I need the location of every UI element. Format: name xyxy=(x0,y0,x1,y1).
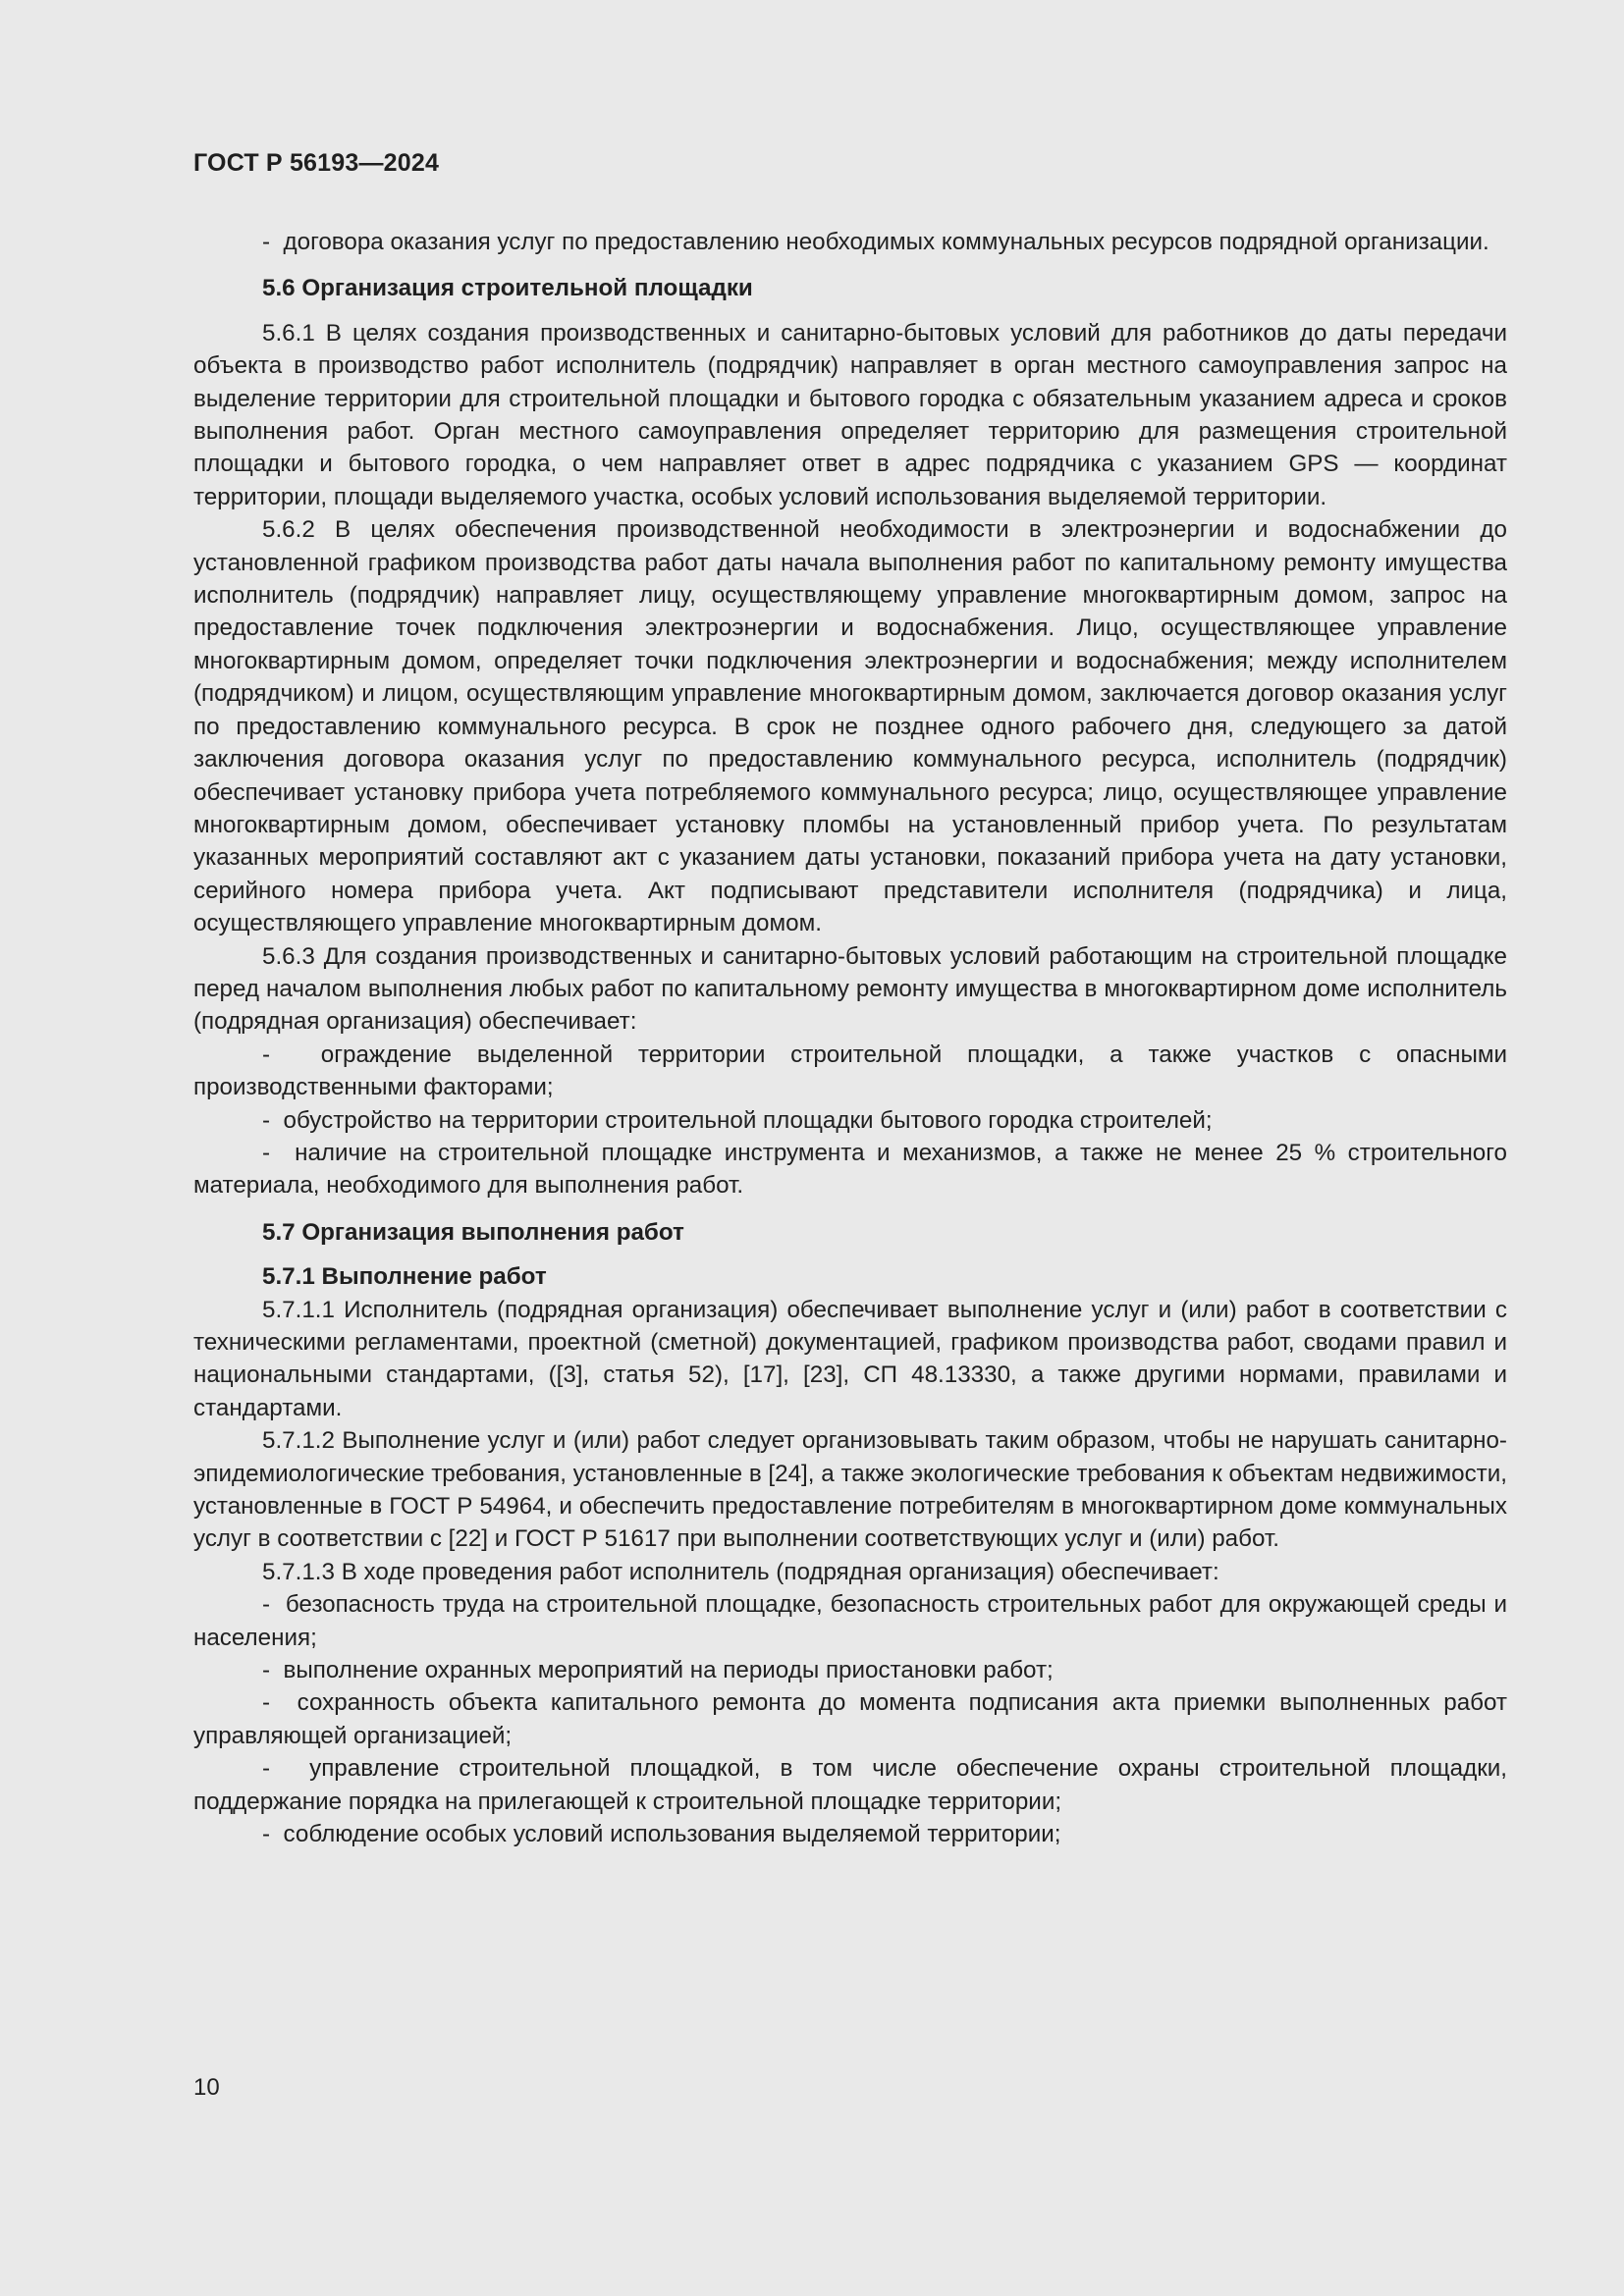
list-item: - выполнение охранных мероприятий на периоды приостановки работ; xyxy=(193,1654,1507,1686)
paragraph-5-6-1: 5.6.1 В целях создания производственных и санитарно-бытовых условий для работников до даты передачи объекта в производство работ исполнитель (подрядчик) направляет в орган местного самоуправления запрос на выделение территории для строительной площадки и бытового городка с обязательным указанием адреса и сроков выполнения работ. Орган местного самоуправления определяет территорию для размещения строительной площадки и бытового городка, о чем направляет ответ в адрес подрядчика с указанием GPS — координат территории, площади выделяемого участка, особых условий использования выделяемой территории. xyxy=(193,319,1507,510)
document-body xyxy=(193,226,1507,1851)
paragraph-5-6-3: 5.6.3 Для создания производственных и санитарно-бытовых условий работающим на строительной площадке перед началом выполнения любых работ по капитальному ремонту имущества в многоквартирном доме исполнитель (подрядная организация) обеспечивает: xyxy=(193,942,1507,1036)
subsection-heading-5-7-1: 5.7.1 Выполнение работ xyxy=(262,1263,547,1291)
paragraph-5-7-1-1: 5.7.1.1 Исполнитель (подрядная организация) обеспечивает выполнение услуг и (или) работ в соответствии с техническими регламентами, проектной (сметной) документацией, графиком производства работ, сводами правил и национальными стандартами, ([3], статья 52), [17], [23], СП 48.13330, а также другими нормами, правилами и стандартами. xyxy=(193,1296,1507,1421)
section-heading-5-7: 5.7 Организация выполнения работ xyxy=(262,1218,684,1246)
list-item: - безопасность труда на строительной площадке, безопасность строительных работ для окружающей среды и населения; xyxy=(193,1588,1507,1654)
paragraph-5-7-1-2: 5.7.1.2 Выполнение услуг и (или) работ следует организовывать таким образом, чтобы не нарушать санитарно-эпидемиологические требования, установленные в [24], а также экологические требования к объектам недвижимости, установленные в ГОСТ Р 54964, и обеспечить предоставление потребителям в многоквартирном доме коммунальных услуг в соответствии с [22] и ГОСТ Р 51617 при выполнении соответствующих услуг и (или) работ. xyxy=(193,1427,1507,1553)
list-item: - ограждение выделенной территории строительной площадки, а также участков с опасными производственными факторами; xyxy=(193,1039,1507,1104)
list-item: - соблюдение особых условий использования выделяемой территории; xyxy=(193,1818,1507,1850)
list-item: - договора оказания услуг по предоставлению необходимых коммунальных ресурсов подрядной организации. xyxy=(193,226,1507,258)
document-code: ГОСТ Р 56193—2024 xyxy=(193,149,440,177)
list-item: - управление строительной площадкой, в том числе обеспечение охраны строительной площадки, поддержание порядка на прилегающей к строительной площадке территории; xyxy=(193,1752,1507,1818)
paragraph-5-7-1-3: 5.7.1.3 В ходе проведения работ исполнитель (подрядная организация) обеспечивает: xyxy=(262,1558,1219,1585)
page-number: 10 xyxy=(193,2074,220,2101)
section-heading-5-6: 5.6 Организация строительной площадки xyxy=(262,275,753,302)
list-item: - сохранность объекта капитального ремонта до момента подписания акта приемки выполненных работ управляющей организацией; xyxy=(193,1686,1507,1752)
list-item: - обустройство на территории строительной площадки бытового городка строителей; xyxy=(193,1104,1507,1137)
paragraph-5-6-2: 5.6.2 В целях обеспечения производственной необходимости в электроэнергии и водоснабжении до установленной графиком производства работ даты начала выполнения работ по капитальному ремонту имущества исполнитель (подрядчик) направляет лицу, осуществляющему управление многоквартирным домом, запрос на предоставление точек подключения электроэнергии и водоснабжения. Лицо, осуществляющее управление многоквартирным домом, определяет точки подключения электроэнергии и водоснабжения; между исполнителем (подрядчиком) и лицом, осуществляющим управление многоквартирным домом, заключается договор оказания услуг по предоставлению коммунального ресурса. В срок не позднее одного рабочего дня, следующего за датой заключения договора оказания услуг по предоставлению коммунального ресурса, исполнитель (подрядчик) обеспечивает установку прибора учета потребляемого коммунального ресурса; лицо, осуществляющее управление многоквартирным домом, обеспечивает установку пломбы на установленный прибор учета. По результатам указанных мероприятий составляют акт с указанием даты установки, показаний прибора учета на дату установки, серийного номера прибора учета. Акт подписывают представители исполнителя (подрядчика) и лица, осуществляющего управление многоквартирным домом. xyxy=(193,516,1507,937)
list-item: - наличие на строительной площадке инструмента и механизмов, а также не менее 25 % строительного материала, необходимого для выполнения работ. xyxy=(193,1137,1507,1202)
